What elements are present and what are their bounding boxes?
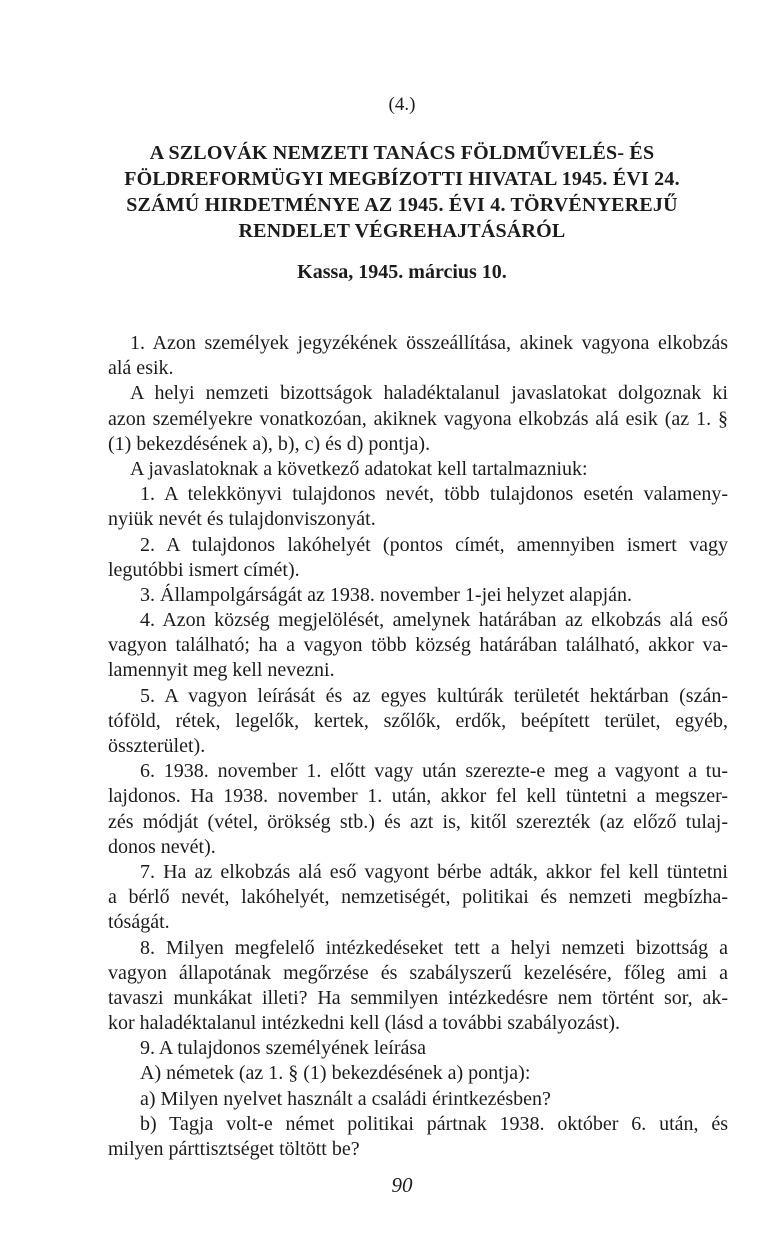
text-line: A) németek (az 1. § (1) bekezdésének a) pontja): xyxy=(140,1062,531,1085)
text-line: a) Milyen nyelvet használt a családi érintkezésben? xyxy=(140,1087,551,1110)
text-line: tóföld, rétek, legelők, kertek, szőlők, erdők, beépített terület, egyéb, xyxy=(108,709,728,732)
text-line: tavaszi munkákat illeti? Ha semmilyen intézkedésre nem történt sor, ak- xyxy=(108,986,728,1009)
section-number: (4.) xyxy=(388,94,416,115)
text-line: 3. Állampolgárságát az 1938. november 1-jei helyzet alapján. xyxy=(140,583,633,606)
page-number: 90 xyxy=(391,1173,413,1197)
text-line: 8. Milyen megfelelő intézkedéseket tett a helyi nemzeti bizottság a xyxy=(140,936,728,959)
text-line: 4. Azon község megjelölését, amelynek határában az elkobzás alá eső xyxy=(140,609,728,632)
text-line: tóságát. xyxy=(108,911,170,934)
text-line: 7. Ha az elkobzás alá eső vagyont bérbe adták, akkor fel kell tüntetni xyxy=(140,860,728,883)
text-line: 5. A vagyon leírását és az egyes kultúrák területét hektárban (szán- xyxy=(140,684,728,707)
text-line: 1. A telekkönyvi tulajdonos nevét, több tulajdonos esetén valameny- xyxy=(140,483,728,506)
text-line: vagyon állapotának megőrzése és szabályszerű kezelésére, főleg ami a xyxy=(108,961,728,984)
document-title xyxy=(108,140,696,244)
title-line: FÖLDREFORMÜGYI MEGBÍZOTTI HIVATAL 1945. ÉVI 24. xyxy=(124,168,680,190)
document-body xyxy=(108,331,728,1162)
text-line: A helyi nemzeti bizottságok haladéktalanul javaslatokat dolgoznak ki xyxy=(130,382,728,405)
document-page xyxy=(108,0,728,1240)
text-line: alá esik. xyxy=(108,357,174,380)
title-line: A SZLOVÁK NEMZETI TANÁCS FÖLDMŰVELÉS- ÉS xyxy=(149,142,655,164)
text-line: 1. Azon személyek jegyzékének összeállítása, akinek vagyona elkobzás xyxy=(130,332,728,354)
text-line: vagyon található; ha a vagyon több község határában található, akkor va- xyxy=(108,634,728,657)
text-line: lajdonos. Ha 1938. november 1. után, akkor fel kell tüntetni a megszer- xyxy=(108,785,728,808)
text-line: kor haladéktalanul intézkedni kell (lásd a további szabályozást). xyxy=(108,1012,621,1035)
dateline: Kassa, 1945. március 10. xyxy=(297,261,507,283)
text-line: a bérlő nevét, lakóhelyét, nemzetiségét, politikai és nemzeti megbízha- xyxy=(108,886,728,909)
text-line: (1) bekezdésének a), b), c) és d) pontja). xyxy=(108,432,431,455)
text-line: donos nevét). xyxy=(108,835,216,858)
text-line: milyen párttisztséget töltött be? xyxy=(108,1138,360,1160)
text-line: nyiük nevét és tulajdonviszonyát. xyxy=(108,508,376,531)
text-line: összterület). xyxy=(108,735,206,757)
text-line: lamennyit meg kell nevezni. xyxy=(108,659,335,682)
text-line: 2. A tulajdonos lakóhelyét (pontos címét, amennyiben ismert vagy xyxy=(140,533,728,556)
text-line: azon személyekre vonatkozóan, akiknek vagyona elkobzás alá esik (az 1. § xyxy=(108,407,728,430)
text-line: A javaslatoknak a következő adatokat kell tartalmazniuk: xyxy=(130,457,588,480)
text-line: zés módját (vétel, örökség stb.) és azt is, kitől szerezték (az előző tulaj- xyxy=(108,810,728,833)
title-line: RENDELET VÉGREHAJTÁSÁRÓL xyxy=(238,220,566,242)
text-line: 6. 1938. november 1. előtt vagy után szerezte-e meg a vagyont a tu- xyxy=(140,760,728,783)
title-line: SZÁMÚ HIRDETMÉNYE AZ 1945. ÉVI 4. TÖRVÉNYEREJŰ xyxy=(126,194,678,216)
text-line: 9. A tulajdonos személyének leírása xyxy=(140,1037,427,1060)
text-line: b) Tagja volt-e német politikai pártnak 1938. október 6. után, és xyxy=(140,1112,728,1135)
text-line: legutóbbi ismert címét). xyxy=(108,558,300,581)
